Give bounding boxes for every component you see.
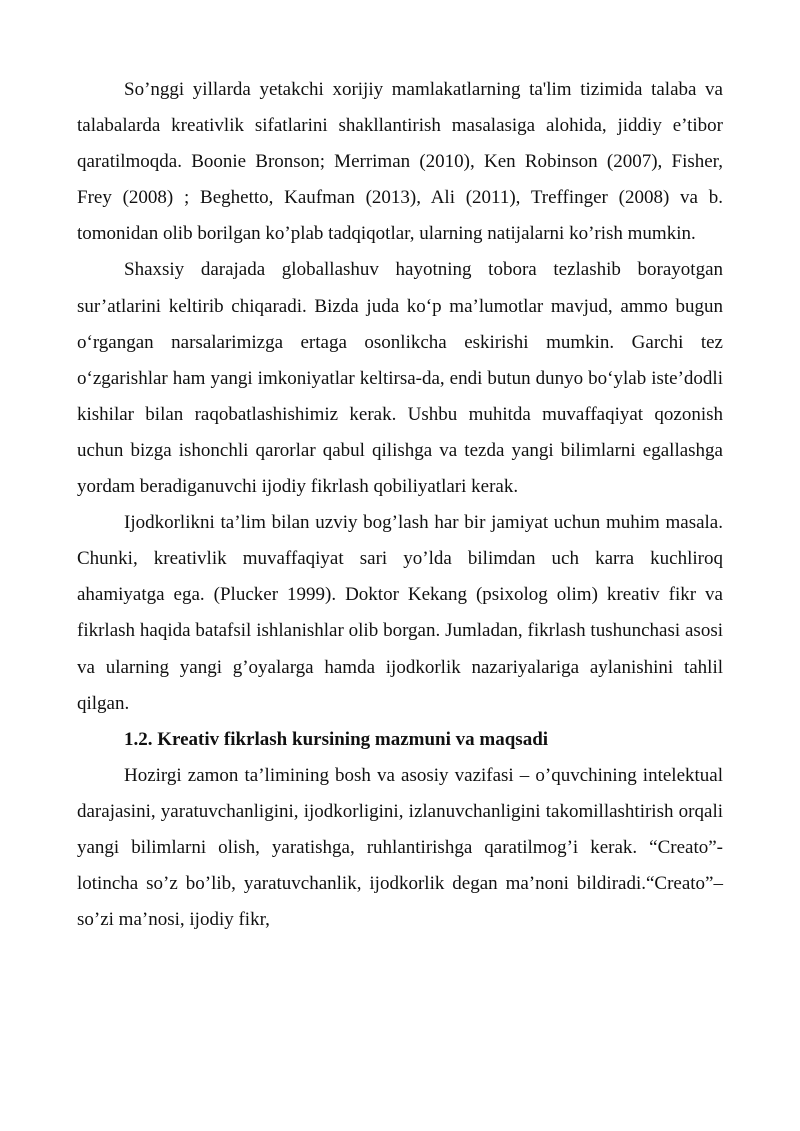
document-body <box>77 72 723 938</box>
paragraph-globalization: Shaxsiy darajada globallashuv hayotning tobora tezlashib borayotgan sur’atlarini keltirib chiqaradi. Bizda juda koʻp ma’lumotlar mavjud, ammo bugun oʻrgangan narsalarimizga ertaga osonlikcha eskirishi mumkin. Garchi tez oʻzgarishlar ham yangi imkoniyatlar keltirsa-da, endi butun dunyo boʻylab iste’dodli kishilar bilan raqobatlashishimiz kerak. Ushbu muhitda muvaffaqiyat qozonish uchun bizga ishonchli qarorlar qabul qilishga va tezda yangi bilimlarni egallashga yordam beradiganuvchi ijodiy fikrlash qobiliyatlari kerak. <box>77 259 723 498</box>
paragraph-creativity-education: Ijodkorlikni ta’lim bilan uzviy bog’lash har bir jamiyat uchun muhim masala. Chunki, kreativlik muvaffaqiyat sari yo’lda bilimdan uch karra kuchliroq ahamiyatga ega. (Plucker 1999). Doktor Kekang (psixolog olim) kreativ fikr va fikrlash haqida batafsil ishlanishlar olib borgan. Jumladan, fikrlash tushunchasi asosi va ularning yangi g’oyalarga hamda ijodkorlik nazariyalariga aylanishini tahlil qilgan. <box>77 512 723 714</box>
section-heading: 1.2. Kreativ fikrlash kursining mazmuni va maqsadi <box>124 728 549 750</box>
paragraph-intro: So’nggi yillarda yetakchi xorijiy mamlakatlarning ta'lim tizimida talaba va talabalarda kreativlik sifatlarini shakllantirish masalasiga alohida, jiddiy e’tibor qaratilmoqda. Boonie Bronson; Merriman (2010), Ken Robinson (2007), Fisher, Frey (2008) ; Beghetto, Kaufman (2013), Ali (2011), Treffinger (2008) va b. tomonidan olib borilgan ko’plab tadqiqotlar, ularning natijalarni ko’rish mumkin. <box>77 79 723 245</box>
paragraph-section-body: Hozirgi zamon ta’limining bosh va asosiy vazifasi – o’quvchining intelektual darajasini, yaratuvchanligini, ijodkorligini, izlanuvchanligini takomillashtirish orqali yangi bilimlarni olish, yaratishga, ruhlantirishga qaratilmog’i kerak. “Creato”- lotincha so’z bo’lib, yaratuvchanlik, ijodkorlik degan ma’noni bildiradi.“Creato”–so’zi ma’nosi, ijodiy fikr, <box>77 764 723 931</box>
